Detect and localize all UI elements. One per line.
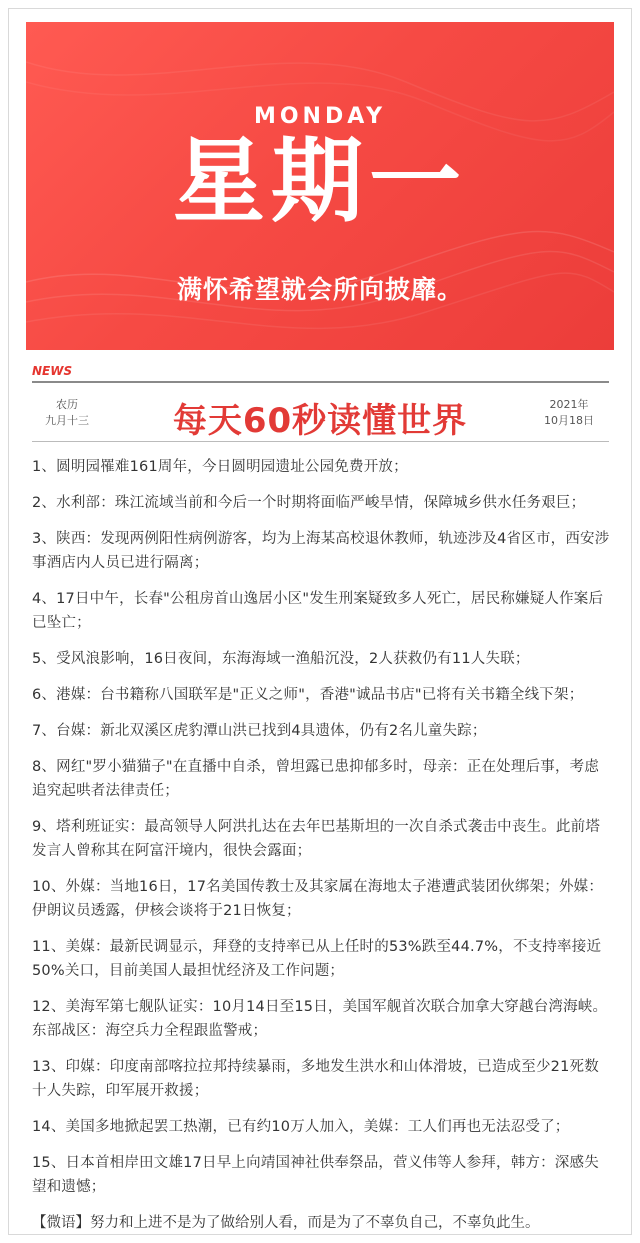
news-item: 13、印媒：印度南部喀拉拉邦持续暴雨，多地发生洪水和山体滑坡，已造成至少21死数十人失踪，印军展开救援；	[32, 1059, 599, 1099]
news-item: 14、美国多地掀起罢工热潮，已有约10万人加入，美媒：工人们再也无法忍受了；	[32, 1119, 570, 1135]
date-year: 2021年	[549, 398, 589, 411]
daily-quote: 【微语】努力和上进不是为了做给别人看，而是为了不辜负自己，不辜负此生。	[32, 1215, 540, 1231]
news-item: 4、17日中午，长春"公租房首山逸居小区"发生刑案疑致多人死亡，居民称嫌疑人作案后已坠亡；	[32, 591, 604, 631]
news-item: 7、台媒：新北双溪区虎豹潭山洪已找到4具遗体，仍有2名儿童失踪；	[32, 723, 487, 739]
news-item: 5、受风浪影响，16日夜间，东海海域一渔船沉没，2人获救仍有11人失联；	[32, 651, 530, 667]
news-item: 8、网红"罗小猫猫子"在直播中自杀，曾坦露已患抑郁多时，母亲：正在处理后事，考虑追究起哄者法律责任；	[32, 759, 600, 799]
banner-weekday-en: MONDAY	[253, 104, 387, 129]
banner-slogan: 满怀希望就会所向披靡。	[176, 275, 463, 304]
news-item: 3、陕西：发现两例阳性病例游客，均为上海某高校退休教师，轨迹涉及4省区市，西安涉事酒店内人员已进行隔离；	[32, 531, 610, 571]
news-item: 2、水利部：珠江流域当前和今后一个时期将面临严峻旱情，保障城乡供水任务艰巨；	[32, 495, 586, 511]
banner-weekday-title: 星期一	[172, 128, 467, 235]
news-item: 9、塔利班证实：最高领导人阿洪扎达在去年巴基斯坦的一次自杀式袭击中丧生。此前塔发言人曾称其在阿富汗境内，很快会露面；	[32, 819, 601, 859]
news-item: 15、日本首相岸田文雄17日早上向靖国神社供奉祭品，菅义伟等人参拜，韩方：深感失望和遗憾；	[32, 1155, 599, 1195]
header-divider	[32, 381, 609, 383]
lunar-date	[32, 397, 102, 429]
header-banner	[26, 22, 614, 350]
news-item: 11、美媒：最新民调显示，拜登的支持率已从上任时的53%跌至44.7%，不支持率接近50%关口，目前美国人最担忧经济及工作问题；	[32, 939, 602, 979]
lunar-label: 农历	[56, 398, 78, 411]
title-divider	[32, 441, 609, 442]
news-label: NEWS	[32, 364, 73, 378]
news-item: 1、圆明园罹难161周年，今日圆明园遗址公园免费开放；	[32, 459, 408, 475]
news-item: 12、美海军第七舰队证实：10月14日至15日，美国军舰首次联合加拿大穿越台湾海峡。东部战区：海空兵力全程跟监警戒；	[32, 999, 608, 1039]
news-list	[32, 455, 612, 1235]
date-month-day: 10月18日	[544, 414, 594, 427]
lunar-day: 九月十三	[45, 414, 89, 427]
news-item: 10、外媒：当地16日，17名美国传教士及其家属在海地太子港遭武装团伙绑架；外媒：伊朗议员透露，伊核会谈将于21日恢复；	[32, 879, 604, 919]
news-item: 6、港媒：台书籍称八国联军是"正义之师"，香港"诚品书店"已将有关书籍全线下架；	[32, 687, 584, 703]
page-title: 每天60秒读懂世界	[172, 401, 468, 441]
gregorian-date	[534, 397, 604, 429]
